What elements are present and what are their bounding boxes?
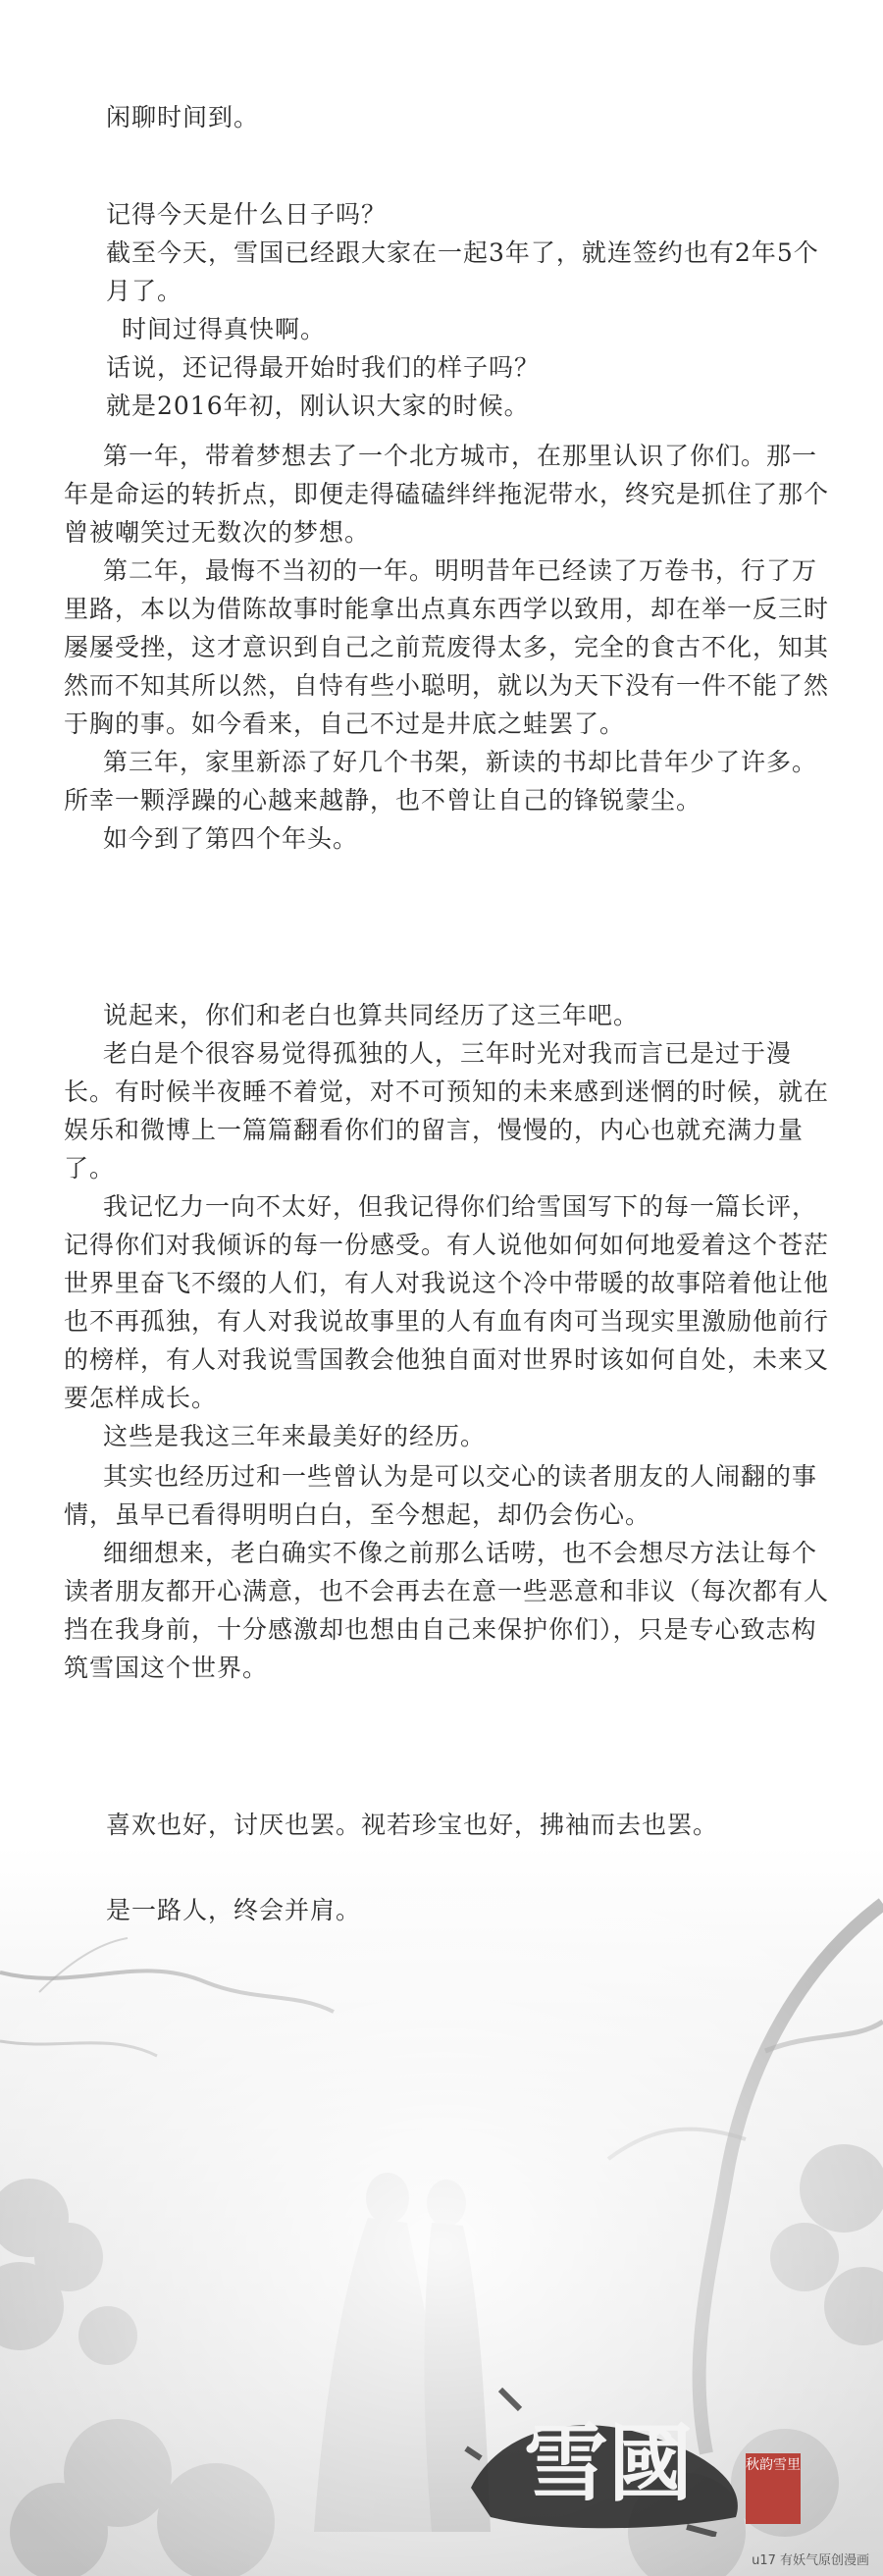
closing-line: 喜欢也好，讨厌也罢。视若珍宝也好，拂袖而去也罢。	[106, 1811, 719, 1839]
closing-lines	[106, 1806, 832, 1929]
paragraph: 闲聊时间到。	[106, 103, 260, 131]
paragraph: 时间过得真快啊。	[122, 315, 327, 343]
closing-line: 是一路人，终会并肩。	[106, 1896, 362, 1924]
site-watermark: u17 有妖气原创漫画	[752, 2553, 869, 2568]
paragraph: 话说，还记得最开始时我们的样子吗？	[106, 353, 541, 382]
section-reflection	[64, 996, 839, 1455]
logo-brush-mark	[461, 2370, 755, 2537]
paragraph: 这些是我这三年来最美好的经历。	[103, 1422, 487, 1450]
section-three-years	[64, 437, 839, 858]
xueguo-logo	[461, 2370, 755, 2537]
paragraph: 其实也经历过和一些曾认为是可以交心的读者朋友的人闹翻的事情，虽早已看得明明白白，至今想起，却仍会伤心。	[64, 1462, 818, 1529]
paragraph: 第二年，最悔不当初的一年。明明昔年已经读了万卷书，行了万里路，本以为借陈故事时能拿出点真东西学以致用，却在举一反三时屡屡受挫，这才意识到自己之前荒废得太多，完全的食古不化，知其然而不知其所以然，自恃有些小聪明，就以为天下没有一件不能了然于胸的事。如今看来，自己不过是井底之蛙罢了。	[64, 556, 830, 738]
section-feelings	[64, 1457, 839, 1687]
section-intro	[106, 98, 832, 425]
paragraph: 说起来，你们和老白也算共同经历了这三年吧。	[103, 1001, 640, 1029]
paragraph: 记得今天是什么日子吗？	[106, 200, 388, 229]
paragraph: 老白是个很容易觉得孤独的人，三年时光对我而言已是过于漫长。有时候半夜睡不着觉，对不可预知的未来感到迷惘的时候，就在娱乐和微博上一篇篇翻看你们的留言，慢慢的，内心也就充满力量了。	[64, 1039, 830, 1183]
paragraph: 第三年，家里新添了好几个书架，新读的书却比昔年少了许多。所幸一颗浮躁的心越来越静，也不曾让自己的锋锐蒙尘。	[64, 748, 818, 815]
paragraph: 截至今天，雪国已经跟大家在一起3年了，就连签约也有2年5个月了。	[106, 238, 819, 305]
paragraph: 细细想来，老白确实不像之前那么话唠，也不会想尽方法让每个读者朋友都开心满意，也不会再去在意一些恶意和非议（每次都有人挡在我身前，十分感激却也想由自己来保护你们），只是专心致志构筑雪国这个世界。	[64, 1539, 830, 1682]
paragraph: 就是2016年初，刚认识大家的时候。	[106, 392, 530, 420]
logo-text: 雪國	[524, 2414, 693, 2513]
paragraph: 第一年，带着梦想去了一个北方城市，在那里认识了你们。那一年是命运的转折点，即便走得磕磕绊绊拖泥带水，终究是抓住了那个曾被嘲笑过无数次的梦想。	[64, 442, 830, 547]
paragraph: 我记忆力一向不太好，但我记得你们给雪国写下的每一篇长评，记得你们对我倾诉的每一份感受。有人说他如何如何地爱着这个苍茫世界里奋飞不缀的人们，有人对我说这个冷中带暖的故事陪着他让他也不再孤独，有人对我说故事里的人有血有肉可当现实里激励他前行的榜样，有人对我说雪国教会他独自面对世界时该如何自处，未来又要怎样成长。	[64, 1192, 830, 1412]
paragraph: 如今到了第四个年头。	[103, 824, 359, 853]
seal-stamp: 秋韵雪里	[746, 2453, 801, 2524]
